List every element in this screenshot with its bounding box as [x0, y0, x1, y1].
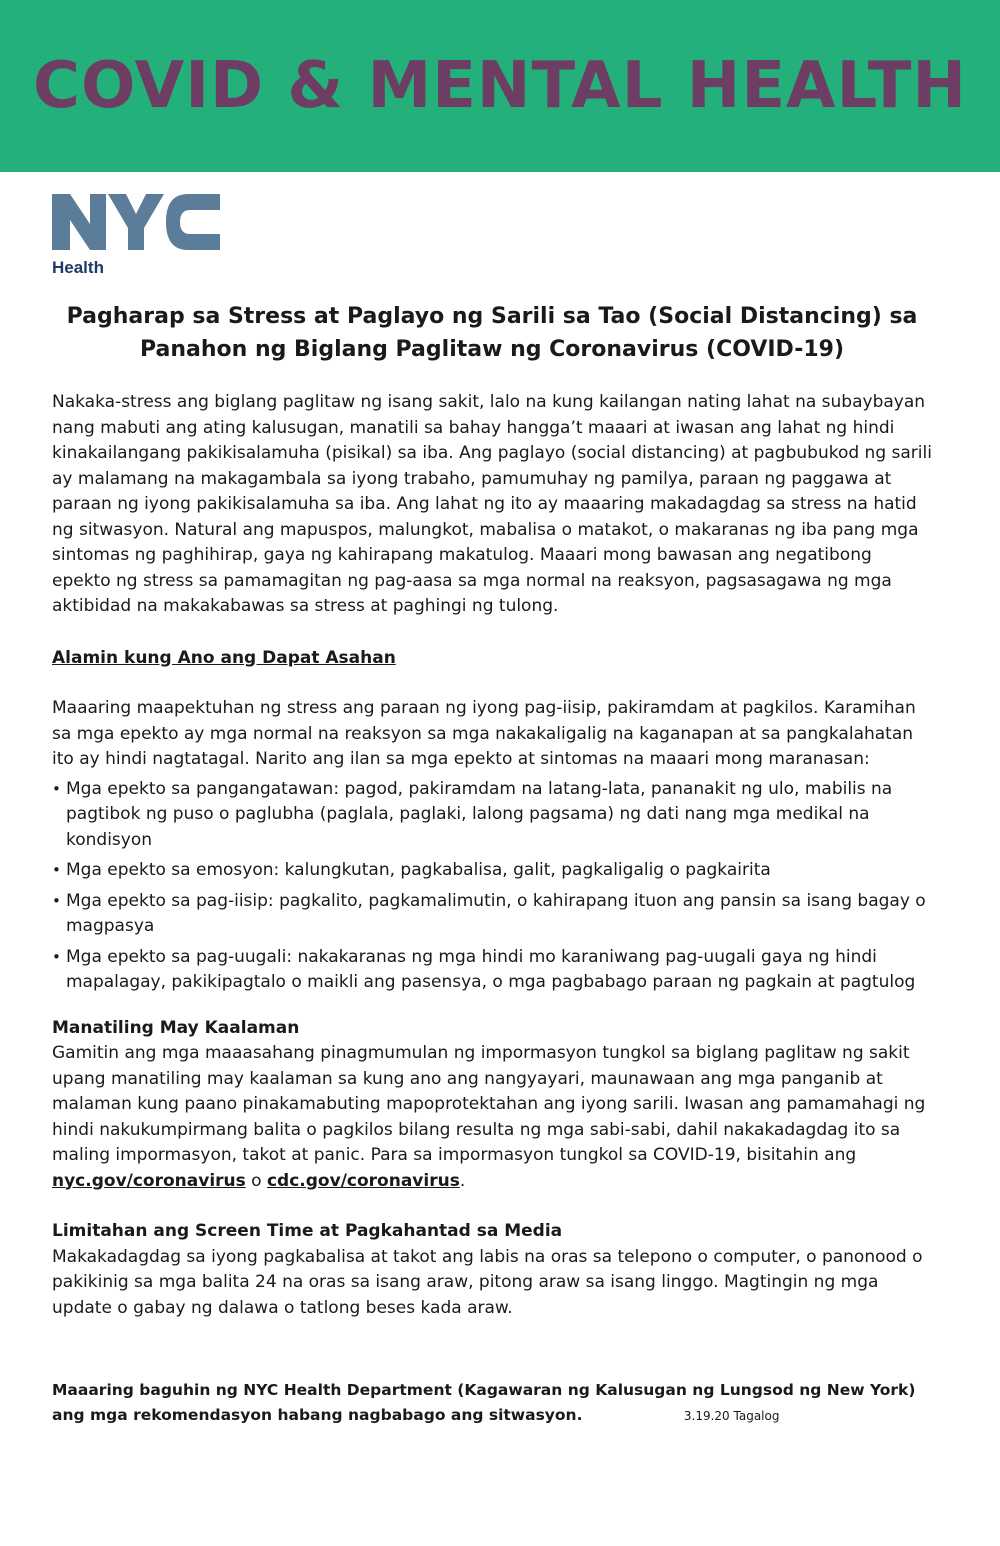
list-item: • Mga epekto sa pangangatawan: pagod, pakiramdam na latang-lata, pananakit ng ulo, mabilis na pagtibok ng puso o paglubha (paglala, paglaki, lalong pagsama) ng dati nang mga medikal na kondisyon — [52, 777, 932, 854]
list-item: • Mga epekto sa pag-iisip: pagkalito, pagkamalimutin, o kahirapang ituon ang pansin sa isang bagay o magpasya — [52, 889, 932, 940]
list-item: • Mga epekto sa pag-uugali: nakakaranas ng mga hindi mo karaniwang pag-uugali gaya ng hindi mapalagay, pakikipagtalo o maikli ang pasensya, o mga pagbabago paraan ng pagkain at pagtulog — [52, 945, 932, 996]
footer-notice-text: Maaaring baguhin ng NYC Health Department (Kagawaran ng Kalusugan ng Lungsod ng New York) ang mga rekomendasyon habang nagbabago ang sitwasyon. — [52, 1381, 916, 1424]
informed-text: Gamitin ang mga maaasahang pinagmumulan ng impormasyon tungkol sa biglang paglitaw ng sakit upang manatiling may kaalaman sa kung ano ang nangyayari, maunawaan ang mga panganib at malaman kung paano pinakamabuting mapoprotektahan ang iyong sarili. Iwasan ang pamamahagi ng hindi nakukumpirmang balita o pagkilos bilang resulta ng mga sabi-sabi, dahil nakakadagdag ito sa maling impormasyon, takot at panic. Para sa impormasyon tungkol sa COVID-19, bisitahin ang — [52, 1043, 926, 1165]
header-banner — [0, 0, 1000, 172]
intro-paragraph: Nakaka-stress ang biglang paglitaw ng isang sakit, lalo na kung kailangan nating lahat na subaybayan nang mabuti ang ating kalusugan, manatili sa bahay hangga’t maaari at iwasan ang lahat ng hindi kinakailangang pakikisalamuha (pisikal) sa iba. Ang paglayo (social distancing) at pagbubukod ng sarili ay malamang na makagambala sa iyong trabaho, pamumuhay ng pamilya, paraan ng paggawa at paraan ng iyong pakikisalamuha sa iba. Ang lahat ng ito ay maaaring makadagdag sa stress na hatid ng sitwasyon. Natural ang mapuspos, malungkot, mabalisa o matakot, o makaranas ng iba pang mga sintomas ng paghihirap, gaya ng kahirapang makatulog. Maaari mong bawasan ang negatibong epekto ng stress sa pamamagitan ng pag-aasa sa mga normal na reaksyon, pagsasagawa ng mga aktibidad na makakabawas sa stress at paghingi ng tulong. — [52, 392, 932, 616]
section-heading-expect: Alamin kung Ano ang Dapat Asahan — [52, 647, 396, 668]
section-heading-informed: Manatiling May Kaalaman — [52, 1017, 300, 1038]
logo-label: Health — [52, 258, 104, 277]
banner-title: COVID & MENTAL HEALTH — [33, 49, 967, 123]
section-body-informed — [52, 1041, 932, 1194]
section-body-screen-time: Makakadagdag sa iyong pagkabalisa at takot ang labis na oras sa telepono o computer, o panonood o pakikinig sa mga balita 24 na oras sa isang araw, pitong araw sa isang linggo. Magtingin ng mga update o gabay ng dalawa o tatlong beses kada araw. — [52, 1246, 923, 1318]
section-intro-expect: Maaaring maapektuhan ng stress ang paraan ng iyong pag-iisip, pakiramdam at pagkilos. Karamihan sa mga epekto ay mga normal na reaksyon sa mga nakakaligalig na kaganapan at sa pangkalahatan ito ay hindi nagtatagal. Narito ang ilan sa mga epekto at sintomas na maaari mong maranasan: — [52, 698, 916, 769]
document-title: Pagharap sa Stress at Paglayo ng Sarili sa Tao (Social Distancing) sa Panahon ng Biglang Paglitaw ng Coronavirus (COVID-19) — [66, 304, 918, 362]
footer-notice — [52, 1378, 932, 1429]
document-body — [52, 300, 932, 1321]
nyc-health-logo — [52, 194, 222, 278]
list-item: • Mga epekto sa emosyon: kalungkutan, pagkabalisa, galit, pagkaligalig o pagkairita — [52, 858, 932, 884]
link-connector: o — [251, 1170, 262, 1191]
nyc-coronavirus-link[interactable]: nyc.gov/coronavirus — [52, 1170, 246, 1191]
end-punctuation: . — [459, 1170, 466, 1191]
section-heading-screen-time: Limitahan ang Screen Time at Pagkahantad sa Media — [52, 1221, 563, 1241]
cdc-coronavirus-link[interactable]: cdc.gov/coronavirus — [266, 1170, 460, 1191]
symptom-list — [52, 777, 932, 996]
nyc-logo-mark — [52, 194, 220, 252]
date-code: 3.19.20 Tagalog — [683, 1409, 780, 1423]
